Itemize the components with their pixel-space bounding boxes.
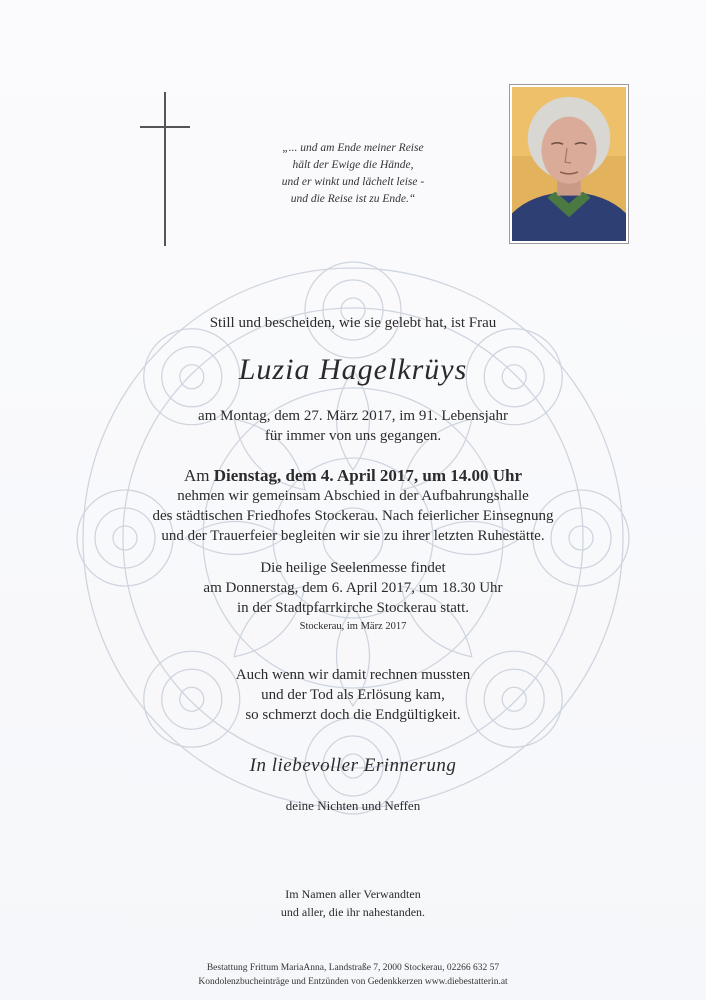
mass-line: am Donnerstag, dem 6. April 2017, um 18.30 Uhr bbox=[203, 580, 503, 596]
farewell-line: des städtischen Friedhofes Stockerau. Nach feierlicher Einsegnung bbox=[152, 508, 554, 524]
verse-line: Auch wenn wir damit rechnen mussten bbox=[235, 667, 471, 683]
farewell-am: Am bbox=[183, 466, 210, 485]
place-date: Stockerau, im März 2017 bbox=[299, 621, 407, 632]
deceased-name: Luzia Hagelkrüys bbox=[238, 353, 468, 386]
quote-line: „... und am Ende meiner Reise bbox=[282, 142, 424, 154]
farewell-line: nehmen wir gemeinsam Abschied in der Aufbahrungshalle bbox=[177, 488, 529, 504]
portrait-photo bbox=[509, 84, 629, 244]
farewell-line: und der Trauerfeier begleiten wir sie zu ihrer letzten Ruhestätte. bbox=[161, 528, 545, 544]
relatives-line: und aller, die ihr nahestanden. bbox=[280, 905, 426, 919]
verse-line: und der Tod als Erlösung kam, bbox=[261, 687, 445, 703]
verse-line: so schmerzt doch die Endgültigkeit. bbox=[245, 707, 461, 723]
family-signature: deine Nichten und Neffen bbox=[285, 798, 421, 813]
death-notice bbox=[0, 406, 706, 446]
farewell-datetime-line bbox=[0, 466, 706, 486]
footer-address: Bestattung Frittum MariaAnna, Landstraße 7, 2000 Stockerau, 02266 632 57 bbox=[206, 963, 500, 973]
quote-block bbox=[248, 140, 458, 208]
death-line: für immer von uns gegangen. bbox=[264, 428, 442, 444]
portrait-image bbox=[512, 87, 626, 241]
cross-icon bbox=[140, 92, 190, 246]
mass-line: in der Stadtpfarrkirche Stockerau statt. bbox=[236, 600, 469, 616]
mass-notice bbox=[0, 558, 706, 618]
farewell-datetime: Dienstag, dem 4. April 2017, um 14.00 Uhr bbox=[213, 466, 523, 485]
funeral-home-footer bbox=[0, 961, 706, 989]
footer-website: Kondolenzbucheinträge und Entzünden von Gedenkkerzen www.diebestatterin.at bbox=[198, 977, 508, 987]
mass-line: Die heilige Seelenmesse findet bbox=[260, 560, 446, 576]
memory-heading: In liebevoller Erinnerung bbox=[249, 755, 457, 776]
intro-text: Still und bescheiden, wie sie gelebt hat, ist Frau bbox=[209, 315, 497, 331]
farewell-notice bbox=[0, 466, 706, 546]
quote-line: hält der Ewige die Hände, bbox=[292, 159, 414, 171]
quote-line: und er winkt und lächelt leise - bbox=[281, 176, 425, 188]
verse-block bbox=[0, 665, 706, 725]
relatives-line: Im Namen aller Verwandten bbox=[285, 887, 421, 901]
quote-line: und die Reise ist zu Ende.“ bbox=[290, 193, 416, 205]
death-line: am Montag, dem 27. März 2017, im 91. Lebensjahr bbox=[198, 408, 508, 424]
relatives-block bbox=[0, 885, 706, 921]
